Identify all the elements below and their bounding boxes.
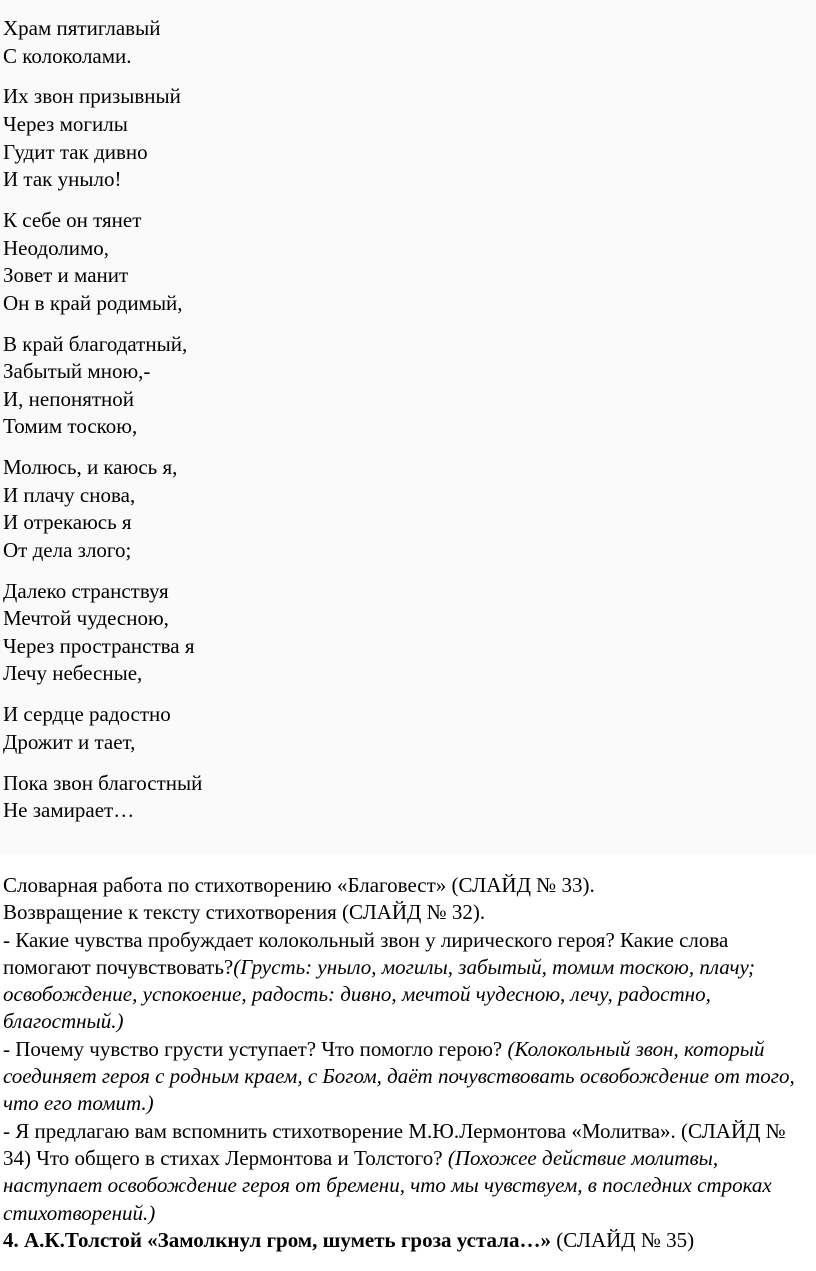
question-feelings-paragraph — [3, 927, 813, 1036]
answer-text: (Похожее действие молитвы, наступает освобождение героя от бремени, что мы чувствуем, в последних строках стихотворений.) — [3, 1145, 772, 1225]
vocabulary-work-paragraph: Словарная работа по стихотворению «Благовест» (СЛАЙД № 33). — [3, 873, 595, 897]
slide-reference: (СЛАЙД № 35) — [550, 1227, 695, 1252]
poem-line: И отрекаюсь я — [3, 510, 132, 535]
poem-line: Зовет и манит — [3, 263, 129, 288]
poem-line: Неодолимо, — [3, 235, 110, 260]
question-text: - Почему чувство грусти уступает? Что помогло герою? — [3, 1036, 508, 1061]
poem-stanza — [3, 15, 202, 70]
poem-line: От дела злого; — [3, 537, 132, 562]
return-to-text-paragraph: Возвращение к тексту стихотворения (СЛАЙД № 32). — [3, 900, 486, 925]
poem-line: Через пространства я — [3, 633, 195, 658]
poem-line: Гудит так дивно — [3, 139, 148, 164]
poem-stanza — [3, 331, 202, 441]
poem-line: Храм пятиглавый — [3, 16, 161, 40]
poem-line: Далеко странствуя — [3, 578, 169, 603]
poem-line: Томим тоскою, — [3, 414, 138, 439]
poem-line: Пока звон благостный — [3, 770, 203, 795]
poem-stanza — [3, 83, 202, 193]
poem-line: И сердце радостно — [3, 702, 171, 727]
poem-line: Забытый мною,- — [3, 359, 151, 384]
poem-stanza — [3, 207, 202, 317]
poem-line: Мечтой чудесною, — [3, 606, 169, 631]
lesson-text — [3, 872, 813, 1254]
poem — [3, 15, 202, 825]
poem-line: Он в край родимый, — [3, 290, 183, 315]
answer-text: (Колокольный звон, который соединяет героя с родным краем, с Богом, даёт почувствовать освобождение от того, что его томит.) — [3, 1036, 795, 1116]
poem-line: Не замирает… — [3, 798, 135, 823]
question-text: - Какие чувства пробуждает колокольный звон у лирического героя? Какие слова помогают почувствовать? — [3, 927, 729, 979]
question-sadness-paragraph — [3, 1036, 813, 1118]
poem-stanza — [3, 701, 202, 756]
question-lermontov-paragraph — [3, 1118, 813, 1227]
poem-stanza — [3, 578, 202, 688]
section-heading: 4. А.К.Толстой «Замолкнул гром, шуметь гроза устала…» — [3, 1227, 551, 1252]
poem-line: И плачу снова, — [3, 482, 136, 507]
poem-line: Через могилы — [3, 111, 128, 136]
section-heading-paragraph — [3, 1227, 813, 1254]
answer-text: (Грусть: уныло, могилы, забытый, томим тоскою, плачу; освобождение, успокоение, радость: дивно, мечтой чудесною, лечу, радостно, благостный.) — [3, 954, 756, 1034]
poem-stanza — [3, 454, 202, 564]
poem-line: К себе он тянет — [3, 207, 142, 232]
poem-line: И так уныло! — [3, 167, 122, 192]
poem-line: В край благодатный, — [3, 331, 188, 356]
poem-line: Дрожит и тает, — [3, 729, 136, 754]
poem-line: Лечу небесные, — [3, 661, 143, 686]
poem-line: Молюсь, и каюсь я, — [3, 455, 178, 480]
poem-stanza — [3, 770, 202, 825]
poem-line: С колоколами. — [3, 43, 132, 68]
poem-line: И, непонятной — [3, 386, 135, 411]
question-text: - Я предлагаю вам вспомнить стихотворение М.Ю.Лермонтова «Молитва». (СЛАЙД № 34) Что общего в стихах Лермонтова и Толстого? — [3, 1118, 786, 1170]
poem-line: Их звон призывный — [3, 84, 181, 109]
